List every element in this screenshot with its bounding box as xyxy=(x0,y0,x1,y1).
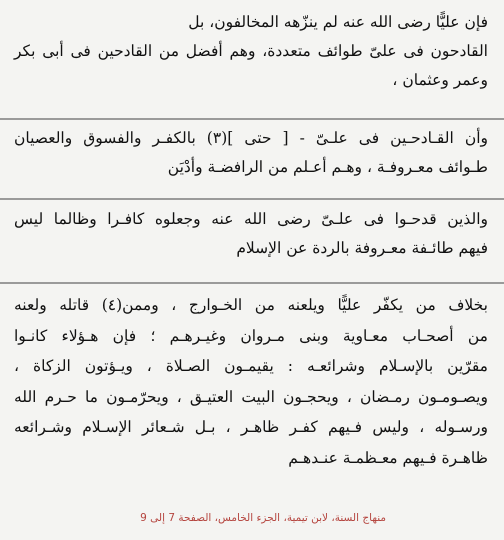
text-line: وأن القـادحـين فى علـىّ - [ حتى ](٣) بالكفـر والفسوق والعصيان xyxy=(14,129,488,147)
text-block-1 xyxy=(0,8,504,95)
text-block-4 xyxy=(0,290,504,473)
text-line: من أصحـاب معـاوية وبنى مـروان وغيـرهـم ؛ فإن هـؤلاء كانـوا xyxy=(14,326,488,345)
text-line: وعمر وعثمان ، xyxy=(392,71,488,89)
section-divider xyxy=(0,198,504,200)
text-line: طـوائف معـروفـة ، وهـم أعـلم من الرافضـة وأدْيَن xyxy=(167,158,488,176)
text-line: فيهم طائـفة معـروفة بالردة عن الإسلام xyxy=(236,239,488,257)
text-line: ورسـوله ، وليس فـيهم كفـر ظاهـر ، بـل شـعائر الإسـلام وشـرائعه xyxy=(14,418,488,436)
text-block-3 xyxy=(0,205,504,263)
text-line: فإن عليًّا رضى الله عنه لم ينزّهه المخالفون، بل xyxy=(188,13,488,31)
text-block-2 xyxy=(0,124,504,182)
text-line: مقرّين بالإسـلام وشرائعـه : يقيمـون الصـلاة ، ويـؤتون الزكاة ، xyxy=(14,357,488,375)
text-line: ظاهـرة فـيهم معـظمـة عنـدهـم xyxy=(288,448,488,467)
source-citation: منهاج السنة، لابن تيمية، الجزء الخامس، الصفحة 7 إلى 9 xyxy=(140,512,386,524)
section-divider xyxy=(0,282,504,284)
section-divider xyxy=(0,118,504,120)
text-line: بخلاف من يكفّر عليًّا ويلعنه من الخـوارج ، وممن(٤) قاتله ولعنه xyxy=(14,296,488,314)
text-line: ويصـومـون رمـضان ، ويحجـون البيت العتيـق ، ويحرّمـون ما حـرم الله xyxy=(14,387,488,406)
text-line: والذين قدحـوا فى علـىّ رضى الله عنه وجعلوه كافـرا وظالما ليس xyxy=(14,210,488,228)
text-line: القادحون فى علىّ طوائف متعددة، وهم أفضل من القادحين فى أبى بكر xyxy=(14,42,488,60)
